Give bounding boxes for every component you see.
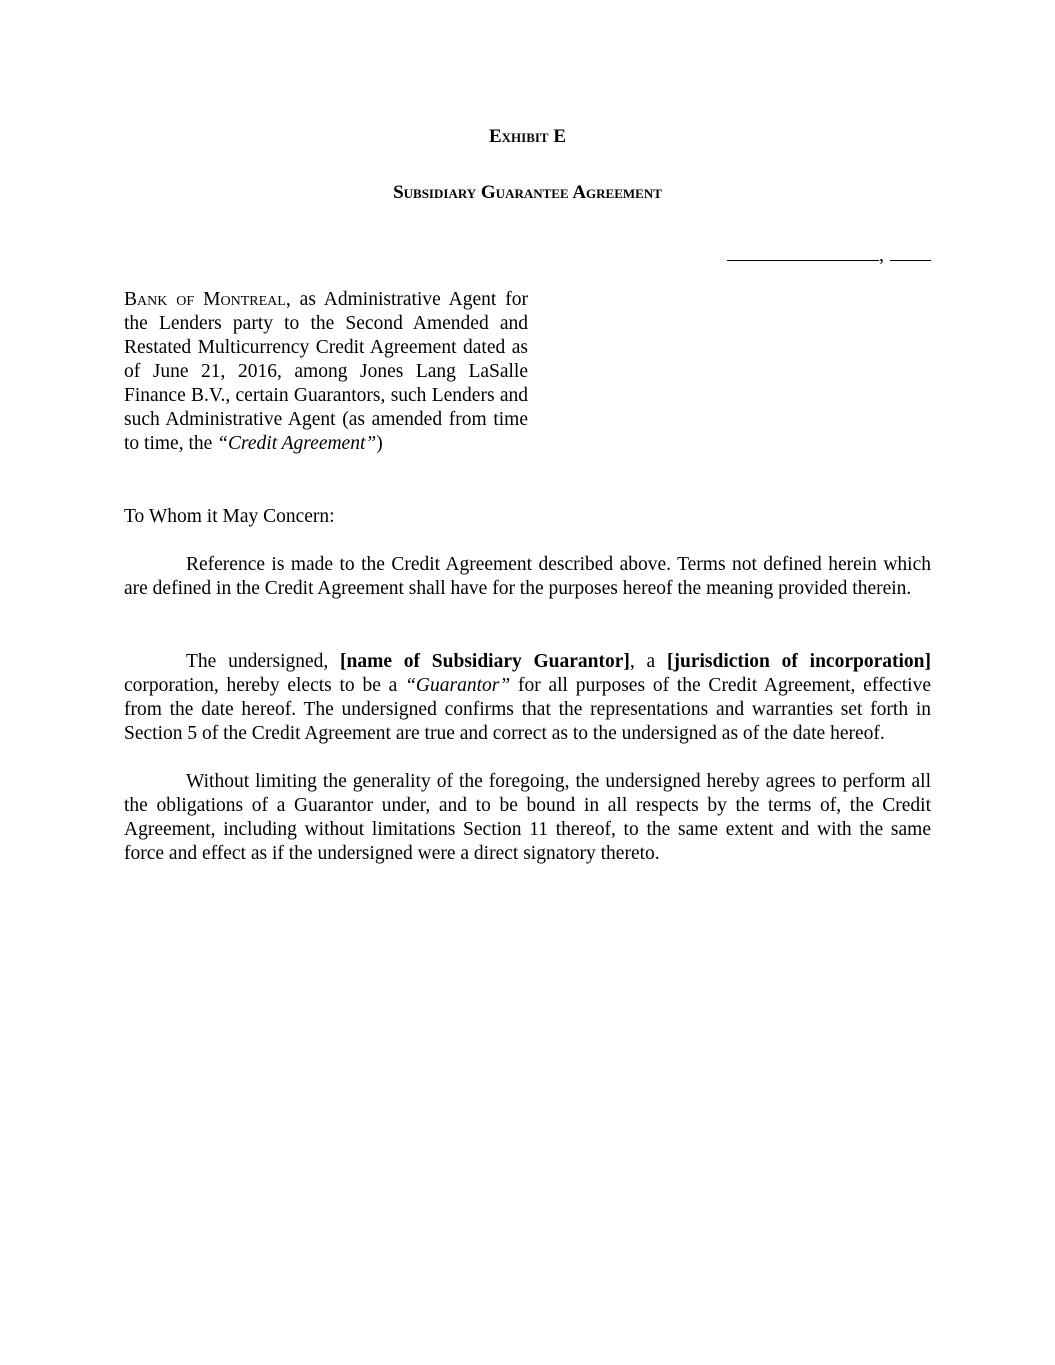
election-text: , a <box>629 651 667 672</box>
obligations-paragraph: Without limiting the generality of the foregoing, the undersigned hereby agrees to perform all the obligations of a Guarantor under, and to be bound in all respects by the terms of, the Credit Agreement, including without limitations Section 11 thereof, to the same extent and with the same force and effect as if the undersigned were a direct signatory thereto. <box>124 771 931 864</box>
date-blank <box>727 244 879 261</box>
guarantor-name-placeholder: [name of Subsidiary Guarantor] <box>340 651 630 672</box>
bank-name: Bank of Montreal <box>124 289 286 310</box>
exhibit-title: Exhibit E <box>488 126 567 147</box>
election-paragraph <box>124 650 931 746</box>
agreement-title: Subsidiary Guarantee Agreement <box>393 182 662 203</box>
jurisdiction-placeholder: [jurisdiction of incorporation] <box>666 651 931 672</box>
salutation: To Whom it May Concern: <box>124 506 335 527</box>
election-text: The undersigned, <box>186 651 341 672</box>
addressee-block <box>124 288 528 456</box>
year-blank <box>890 244 931 261</box>
election-text: corporation, hereby elects to be a <box>124 675 406 696</box>
credit-agreement-term: “Credit Agreement” <box>217 433 377 454</box>
guarantor-term: “Guarantor” <box>405 675 511 696</box>
reference-paragraph: Reference is made to the Credit Agreement described above. Terms not defined herein which are defined in the Credit Agreement shall have for the purposes hereof the meaning provided therein. <box>124 554 931 599</box>
date-line <box>727 244 931 268</box>
date-separator: , <box>879 245 884 266</box>
addressee-text: , as Administrative Agent for the Lenders party to the Second Amended and Restated Multicurrency Credit Agreement dated as of June 21, 2016, among Jones Lang LaSalle Finance B.V., certain Guarantors, such Lenders and such Administrative Agent (as amended from time to time, the <box>124 289 529 454</box>
election-text: for all purposes of the Credit Agreement, effective from the date hereof. The undersigned confirms that the representations and warranties set forth in Section 5 of the Credit Agreement are true and correct as to the undersigned as of the date hereof. <box>124 675 931 744</box>
addressee-closing: ) <box>376 433 383 454</box>
